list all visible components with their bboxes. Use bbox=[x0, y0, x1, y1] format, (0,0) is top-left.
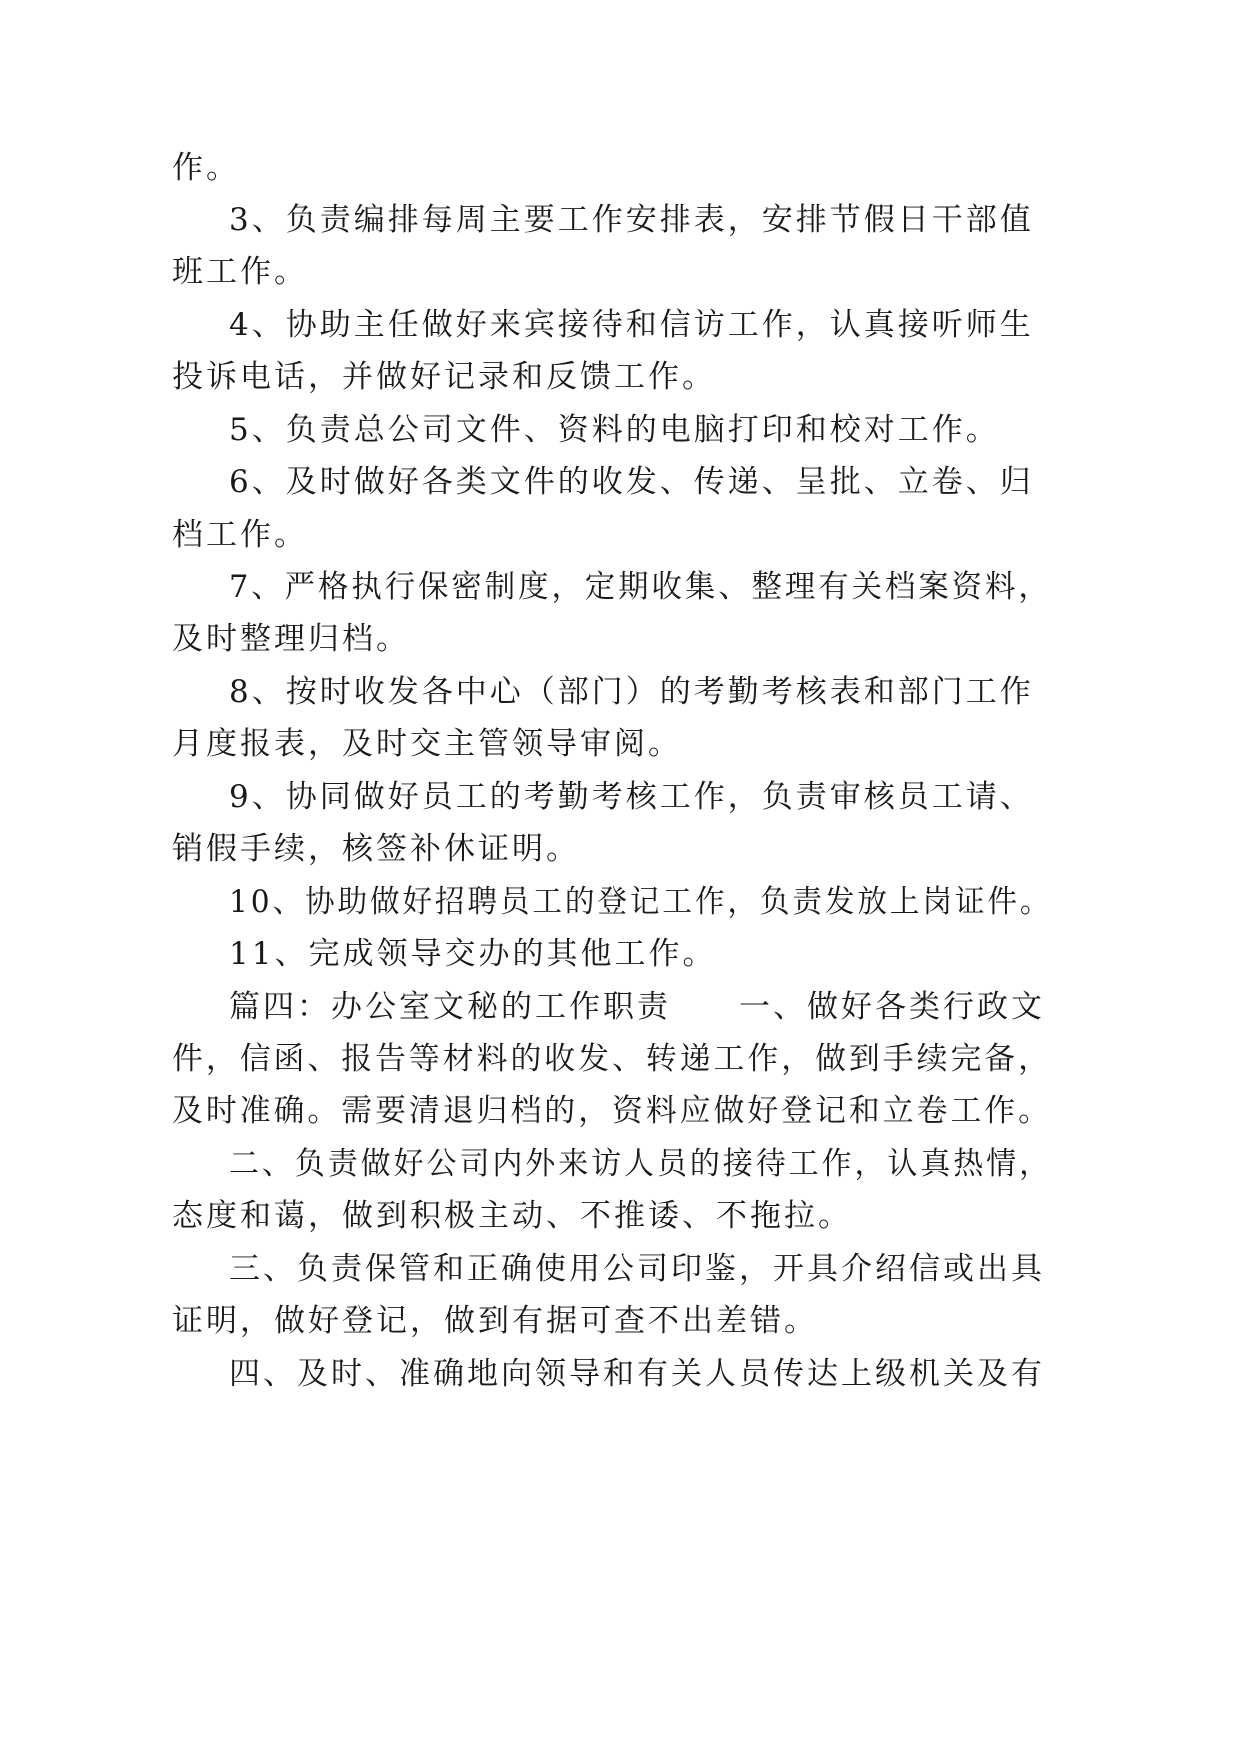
text-line-content: 四、及时、准确地向领导和有关人员传达上级机关及有 bbox=[229, 1356, 1045, 1392]
text-line-content: 件，信函、报告等材料的收发、转递工作，做到手续完备， bbox=[172, 1041, 1052, 1077]
text-line-content: 3、负责编排每周主要工作安排表，安排节假日干部值 bbox=[229, 202, 1034, 238]
text-line-content: 及时整理归档。 bbox=[172, 621, 410, 657]
text-line-content: 态度和蔼，做到积极主动、不推诿、不拖拉。 bbox=[172, 1198, 852, 1234]
text-line-content: 篇四：办公室文秘的工作职责 一、做好各类行政文 bbox=[229, 989, 1045, 1025]
text-line-content: 作。 bbox=[172, 150, 240, 186]
text-line-content: 及时准确。需要清退归档的，资料应做好登记和立卷工作。 bbox=[172, 1093, 1052, 1129]
text-line-content: 8、按时收发各中心（部门）的考勤考核表和部门工作 bbox=[229, 674, 1034, 710]
text-line-content: 二、负责做好公司内外来访人员的接待工作，认真热情， bbox=[229, 1146, 1052, 1182]
text-line-content: 6、及时做好各类文件的收发、传递、呈批、立卷、归 bbox=[229, 464, 1034, 500]
text-line-content: 投诉电话，并做好记录和反馈工作。 bbox=[172, 359, 716, 395]
text-line-content: 9、协同做好员工的考勤考核工作，负责审核员工请、 bbox=[229, 779, 1034, 815]
text-line-content: 档工作。 bbox=[172, 517, 308, 553]
text-line-content: 7、严格执行保密制度，定期收集、整理有关档案资料， bbox=[229, 569, 1052, 605]
text-line-content: 三、负责保管和正确使用公司印鉴，开具介绍信或出具 bbox=[229, 1251, 1045, 1287]
text-line-content: 销假手续，核签补休证明。 bbox=[172, 831, 580, 867]
text-line-content: 月度报表，及时交主管领导审阅。 bbox=[172, 726, 682, 762]
text-line-content: 10、协助做好招聘员工的登记工作，负责发放上岗证件。 bbox=[229, 884, 1053, 920]
text-line-content: 11、完成领导交办的其他工作。 bbox=[229, 936, 717, 972]
text-line-content: 证明，做好登记，做到有据可查不出差错。 bbox=[172, 1303, 818, 1339]
text-line-content: 4、协助主任做好来宾接待和信访工作，认真接听师生 bbox=[229, 307, 1034, 343]
text-line-content: 班工作。 bbox=[172, 254, 308, 290]
text-line-content: 5、负责总公司文件、资料的电脑打印和校对工作。 bbox=[229, 412, 1000, 448]
